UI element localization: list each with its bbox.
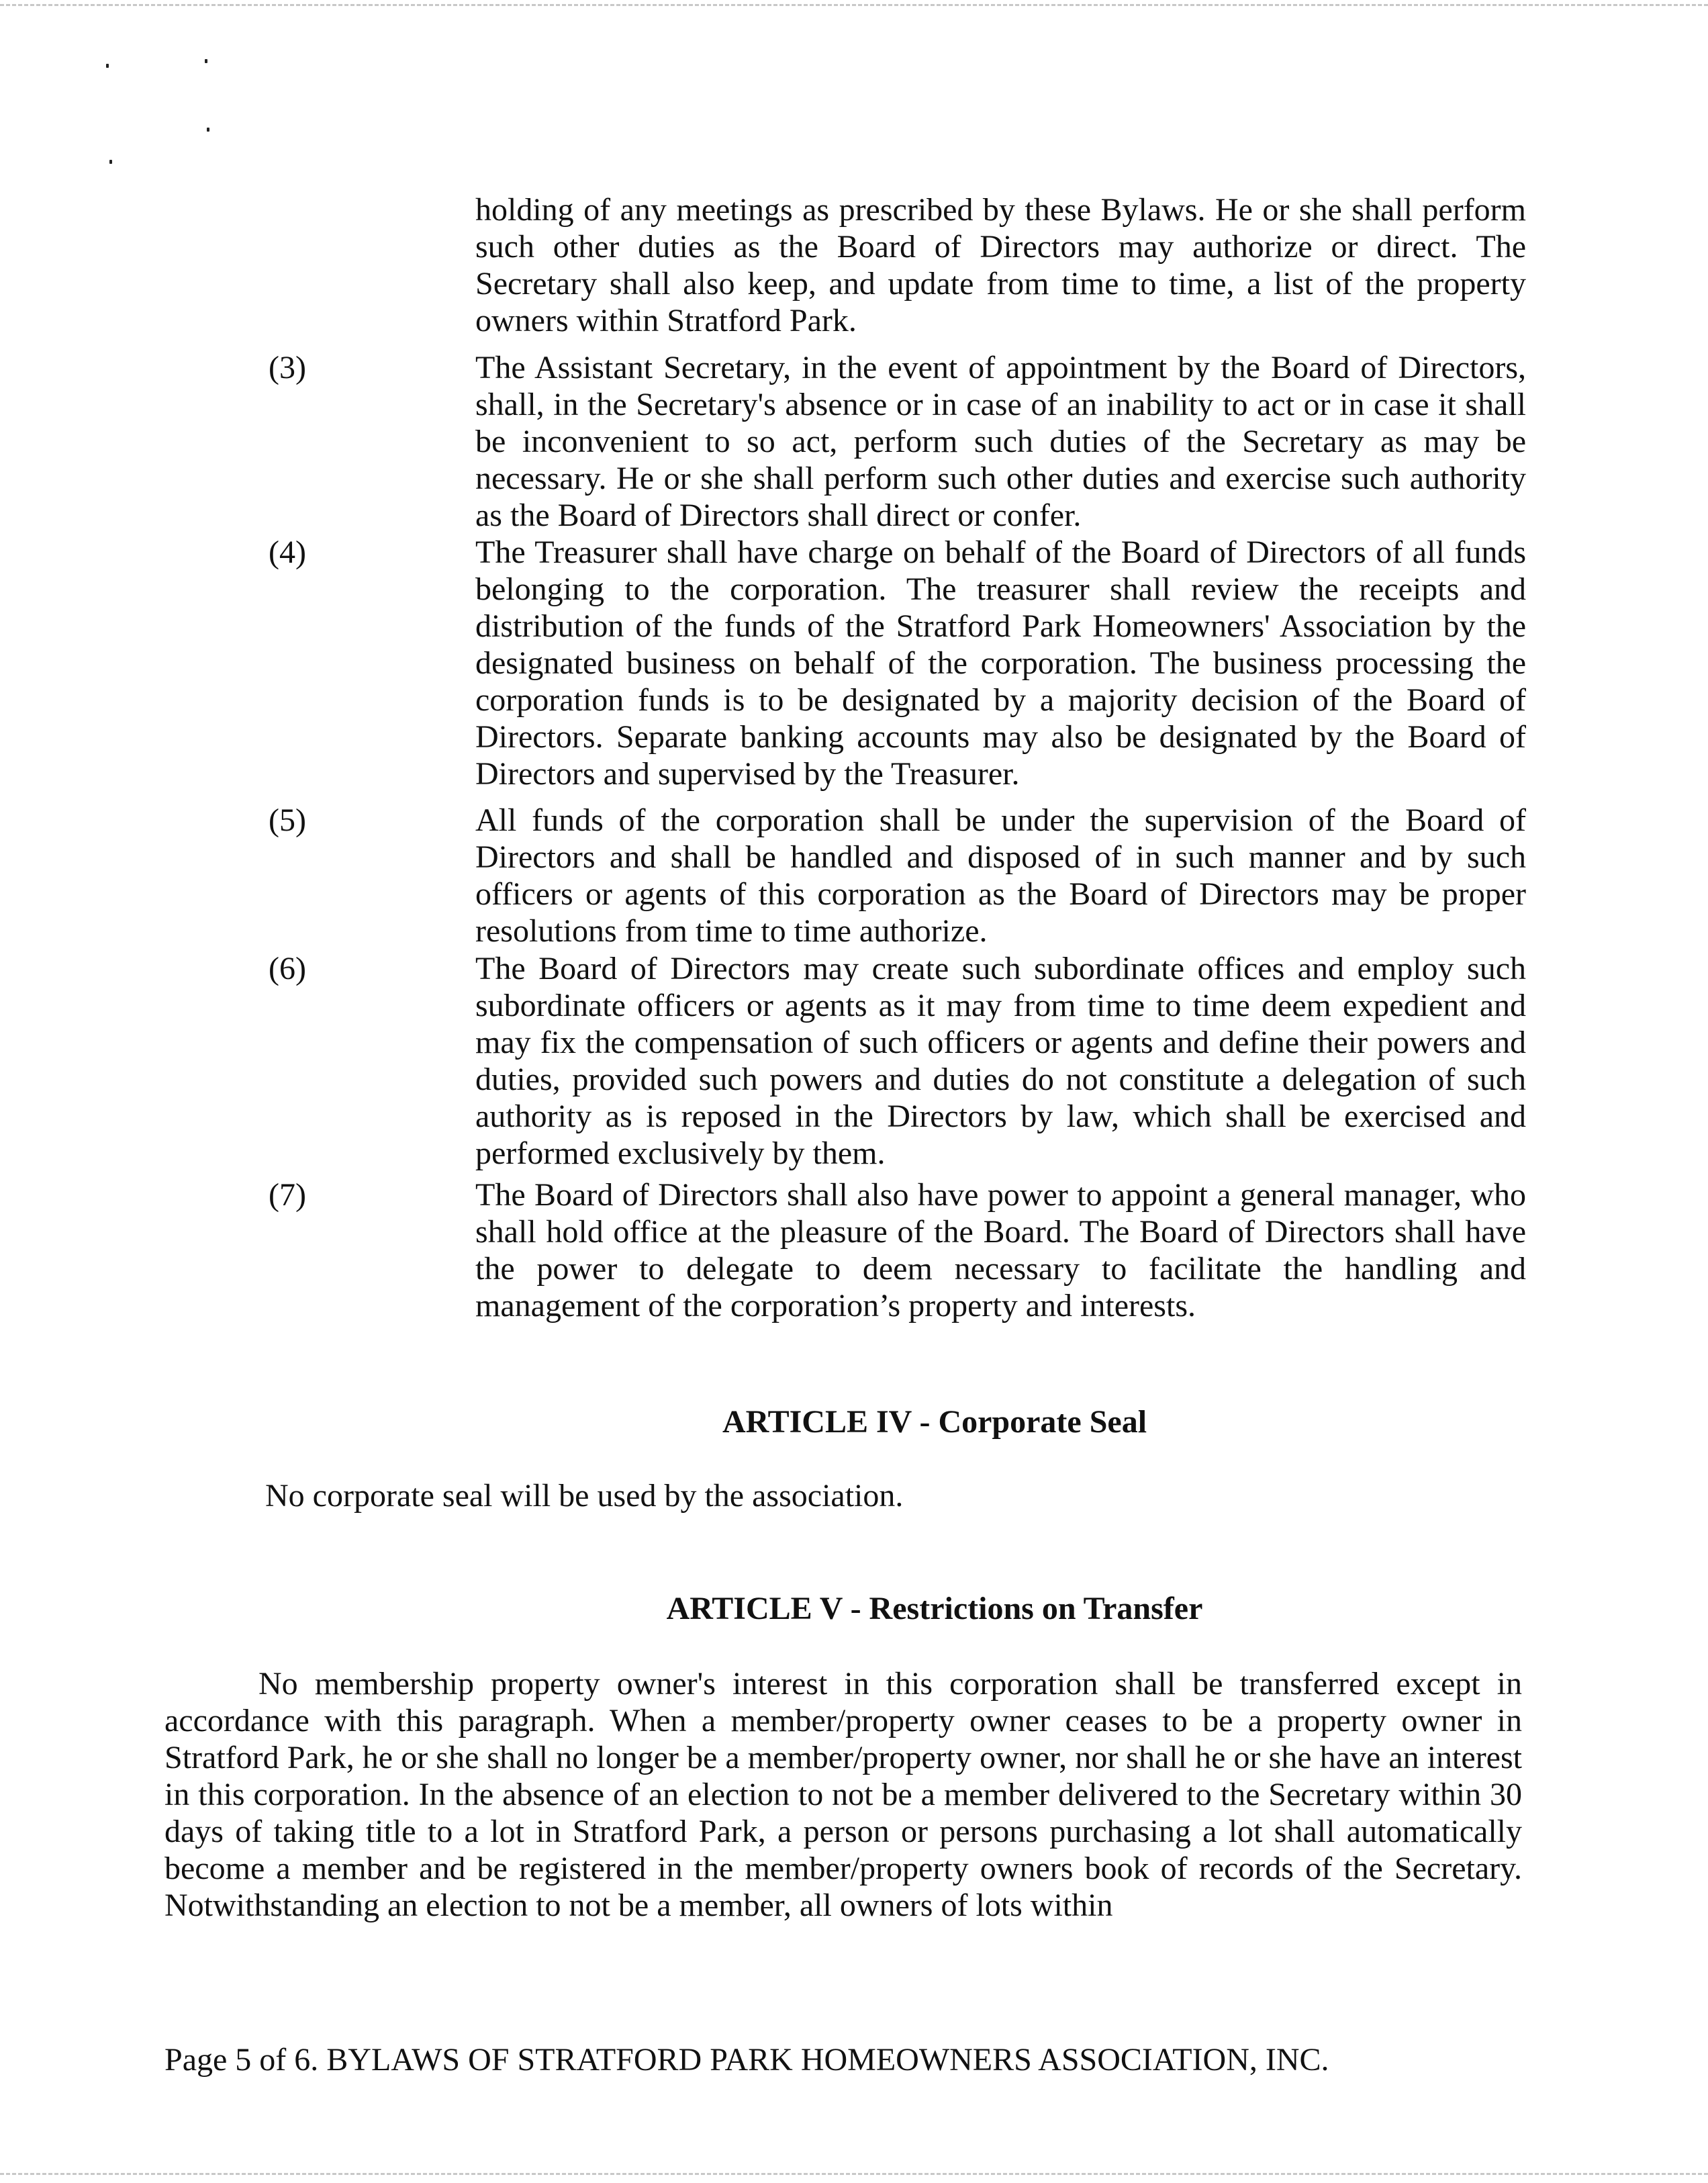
scan-speck (205, 59, 207, 63)
scan-artifact-bottom (0, 2173, 1708, 2178)
scan-speck (207, 128, 209, 132)
list-item-text: The Treasurer shall have charge on behalf of the Board of Directors of all funds belonging to the corporation. The treasurer shall review the receipts and distribution of the funds of the Stratford Park Homeowners' Association by the designated business on behalf of the corporation. The business processing the corporation funds is to be designated by a majority decision of the Board of Directors. Separate banking accounts may also be designated by the Board of Directors and supervised by the Treasurer. (475, 535, 1526, 792)
scan-artifact-top (0, 4, 1708, 9)
list-item-number: (4) (269, 535, 306, 570)
article-4-heading: ARTICLE IV - Corporate Seal (722, 1404, 1147, 1440)
list-item-text: The Assistant Secretary, in the event of appointment by the Board of Directors, shall, in the Secretary's absence or in case of an inability to act or in case it shall be inconvenient to so act, perform such duties of the Secretary as may be necessary. He or she shall perform such other duties and exercise such authority as the Board of Directors shall direct or confer. (475, 350, 1526, 533)
list-item-text: The Board of Directors shall also have power to appoint a general manager, who shall hold office at the pleasure of the Board. The Board of Directors shall have the power to delegate to deem necessary to facilitate the handling and management of the corporation’s property and interests. (475, 1177, 1526, 1323)
list-item-number: (5) (269, 802, 306, 838)
article-5-heading: ARTICLE V - Restrictions on Transfer (666, 1591, 1203, 1626)
page-footer: Page 5 of 6. BYLAWS OF STRATFORD PARK HOMEOWNERS ASSOCIATION, INC. (164, 2042, 1329, 2078)
article-5-text: No membership property owner's interest in this corporation shall be transferred except in accordance with this paragraph. When a member/property owner ceases to be a property owner in Stratford Park, he or she shall no longer be a member/property owner, nor shall he or she have an interest in this corporation. In the absence of an election to not be a member delivered to the Secretary within 30 days of taking title to a lot in Stratford Park, a person or persons purchasing a lot shall automatically become a member and be registered in the member/property owners book of records of the Secretary. Notwithstanding an election to not be a member, all owners of lots within (164, 1666, 1522, 1923)
list-item-text: The Board of Directors may create such subordinate offices and employ such subordinate officers or agents as it may from time to time deem expedient and may fix the compensation of such officers or agents and define their powers and duties, provided such powers and duties do not constitute a delegation of such authority as is reposed in the Directors by law, which shall be exercised and performed exclusively by them. (475, 951, 1526, 1171)
article-4-text: No corporate seal will be used by the association. (265, 1478, 904, 1514)
list-item-number: (7) (269, 1177, 306, 1213)
scan-speck (106, 64, 109, 68)
list-item-number: (6) (269, 951, 306, 986)
list-item-text: All funds of the corporation shall be under the supervision of the Board of Directors and shall be handled and disposed of in such manner and by such officers or agents of this corporation as the Board of Directors may be proper resolutions from time to time authorize. (475, 802, 1526, 949)
list-item-number: (3) (269, 350, 306, 385)
scan-speck (109, 160, 112, 164)
officer-duties-continuation: holding of any meetings as prescribed by these Bylaws. He or she shall perform such other duties as the Board of Directors may authorize or direct. The Secretary shall also keep, and update from time to time, a list of the property owners within Stratford Park. (475, 192, 1526, 338)
